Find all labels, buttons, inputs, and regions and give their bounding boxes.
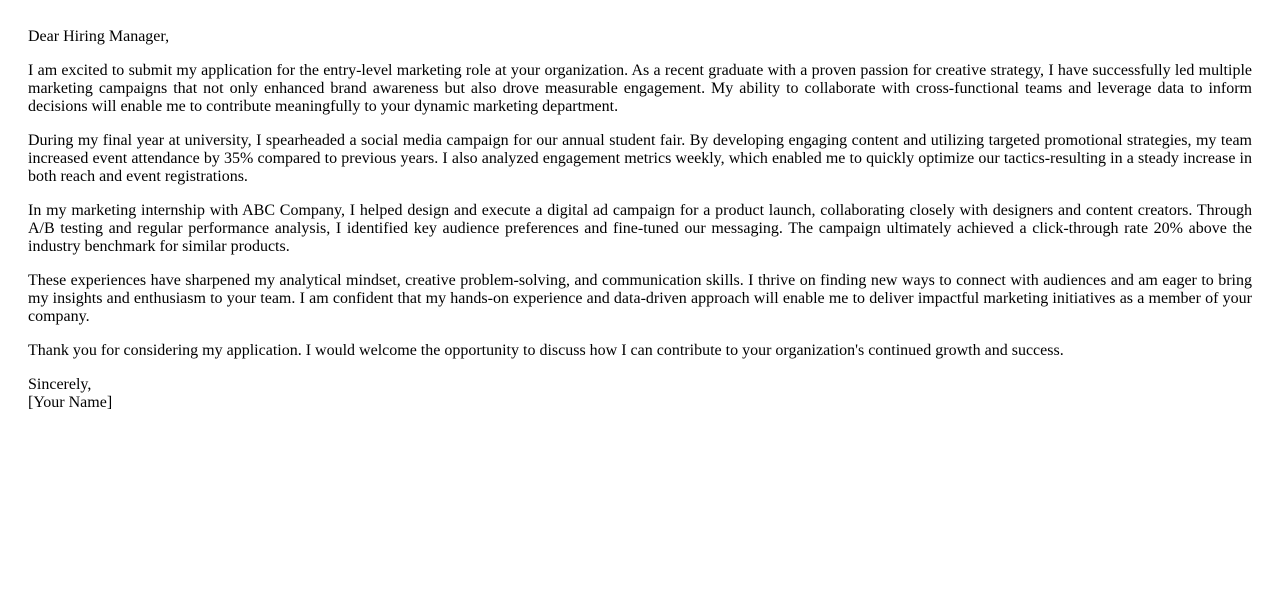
paragraph-skills: These experiences have sharpened my analytical mindset, creative problem-solving, and communication skills. I thrive on finding new ways to connect with audiences and am eager to bring my insights and enthusiasm to your team. I am confident that my hands-on experience and data-driven approach will enable me to deliver impactful marketing initiatives as a member of your company. [28, 272, 1252, 325]
paragraph-university-campaign: During my final year at university, I spearheaded a social media campaign for our annual student fair. By developing engaging content and utilizing targeted promotional strategies, my team increased event attendance by 35% compared to previous years. I also analyzed engagement metrics weekly, which enabled me to quickly optimize our tactics-resulting in a steady increase in both reach and event registrations. [28, 132, 1252, 185]
cover-letter [28, 28, 1252, 412]
paragraph-internship: In my marketing internship with ABC Company, I helped design and execute a digital ad campaign for a product launch, collaborating closely with designers and content creators. Through A/B testing and regular performance analysis, I identified key audience preferences and fine-tuned our messaging. The campaign ultimately achieved a click-through rate 20% above the industry benchmark for similar products. [28, 202, 1252, 255]
signature: [Your Name] [28, 394, 113, 411]
paragraph-thank-you: Thank you for considering my application. I would welcome the opportunity to discuss how I can contribute to your organization's continued growth and success. [28, 342, 1064, 359]
closing-block [28, 376, 1252, 412]
salutation: Dear Hiring Manager, [28, 28, 170, 45]
closing: Sincerely, [28, 376, 92, 393]
paragraph-introduction: I am excited to submit my application for the entry-level marketing role at your organization. As a recent graduate with a proven passion for creative strategy, I have successfully led multiple marketing campaigns that not only enhanced brand awareness but also drove measurable engagement. My ability to collaborate with cross-functional teams and leverage data to inform decisions will enable me to contribute meaningfully to your dynamic marketing department. [28, 62, 1252, 115]
